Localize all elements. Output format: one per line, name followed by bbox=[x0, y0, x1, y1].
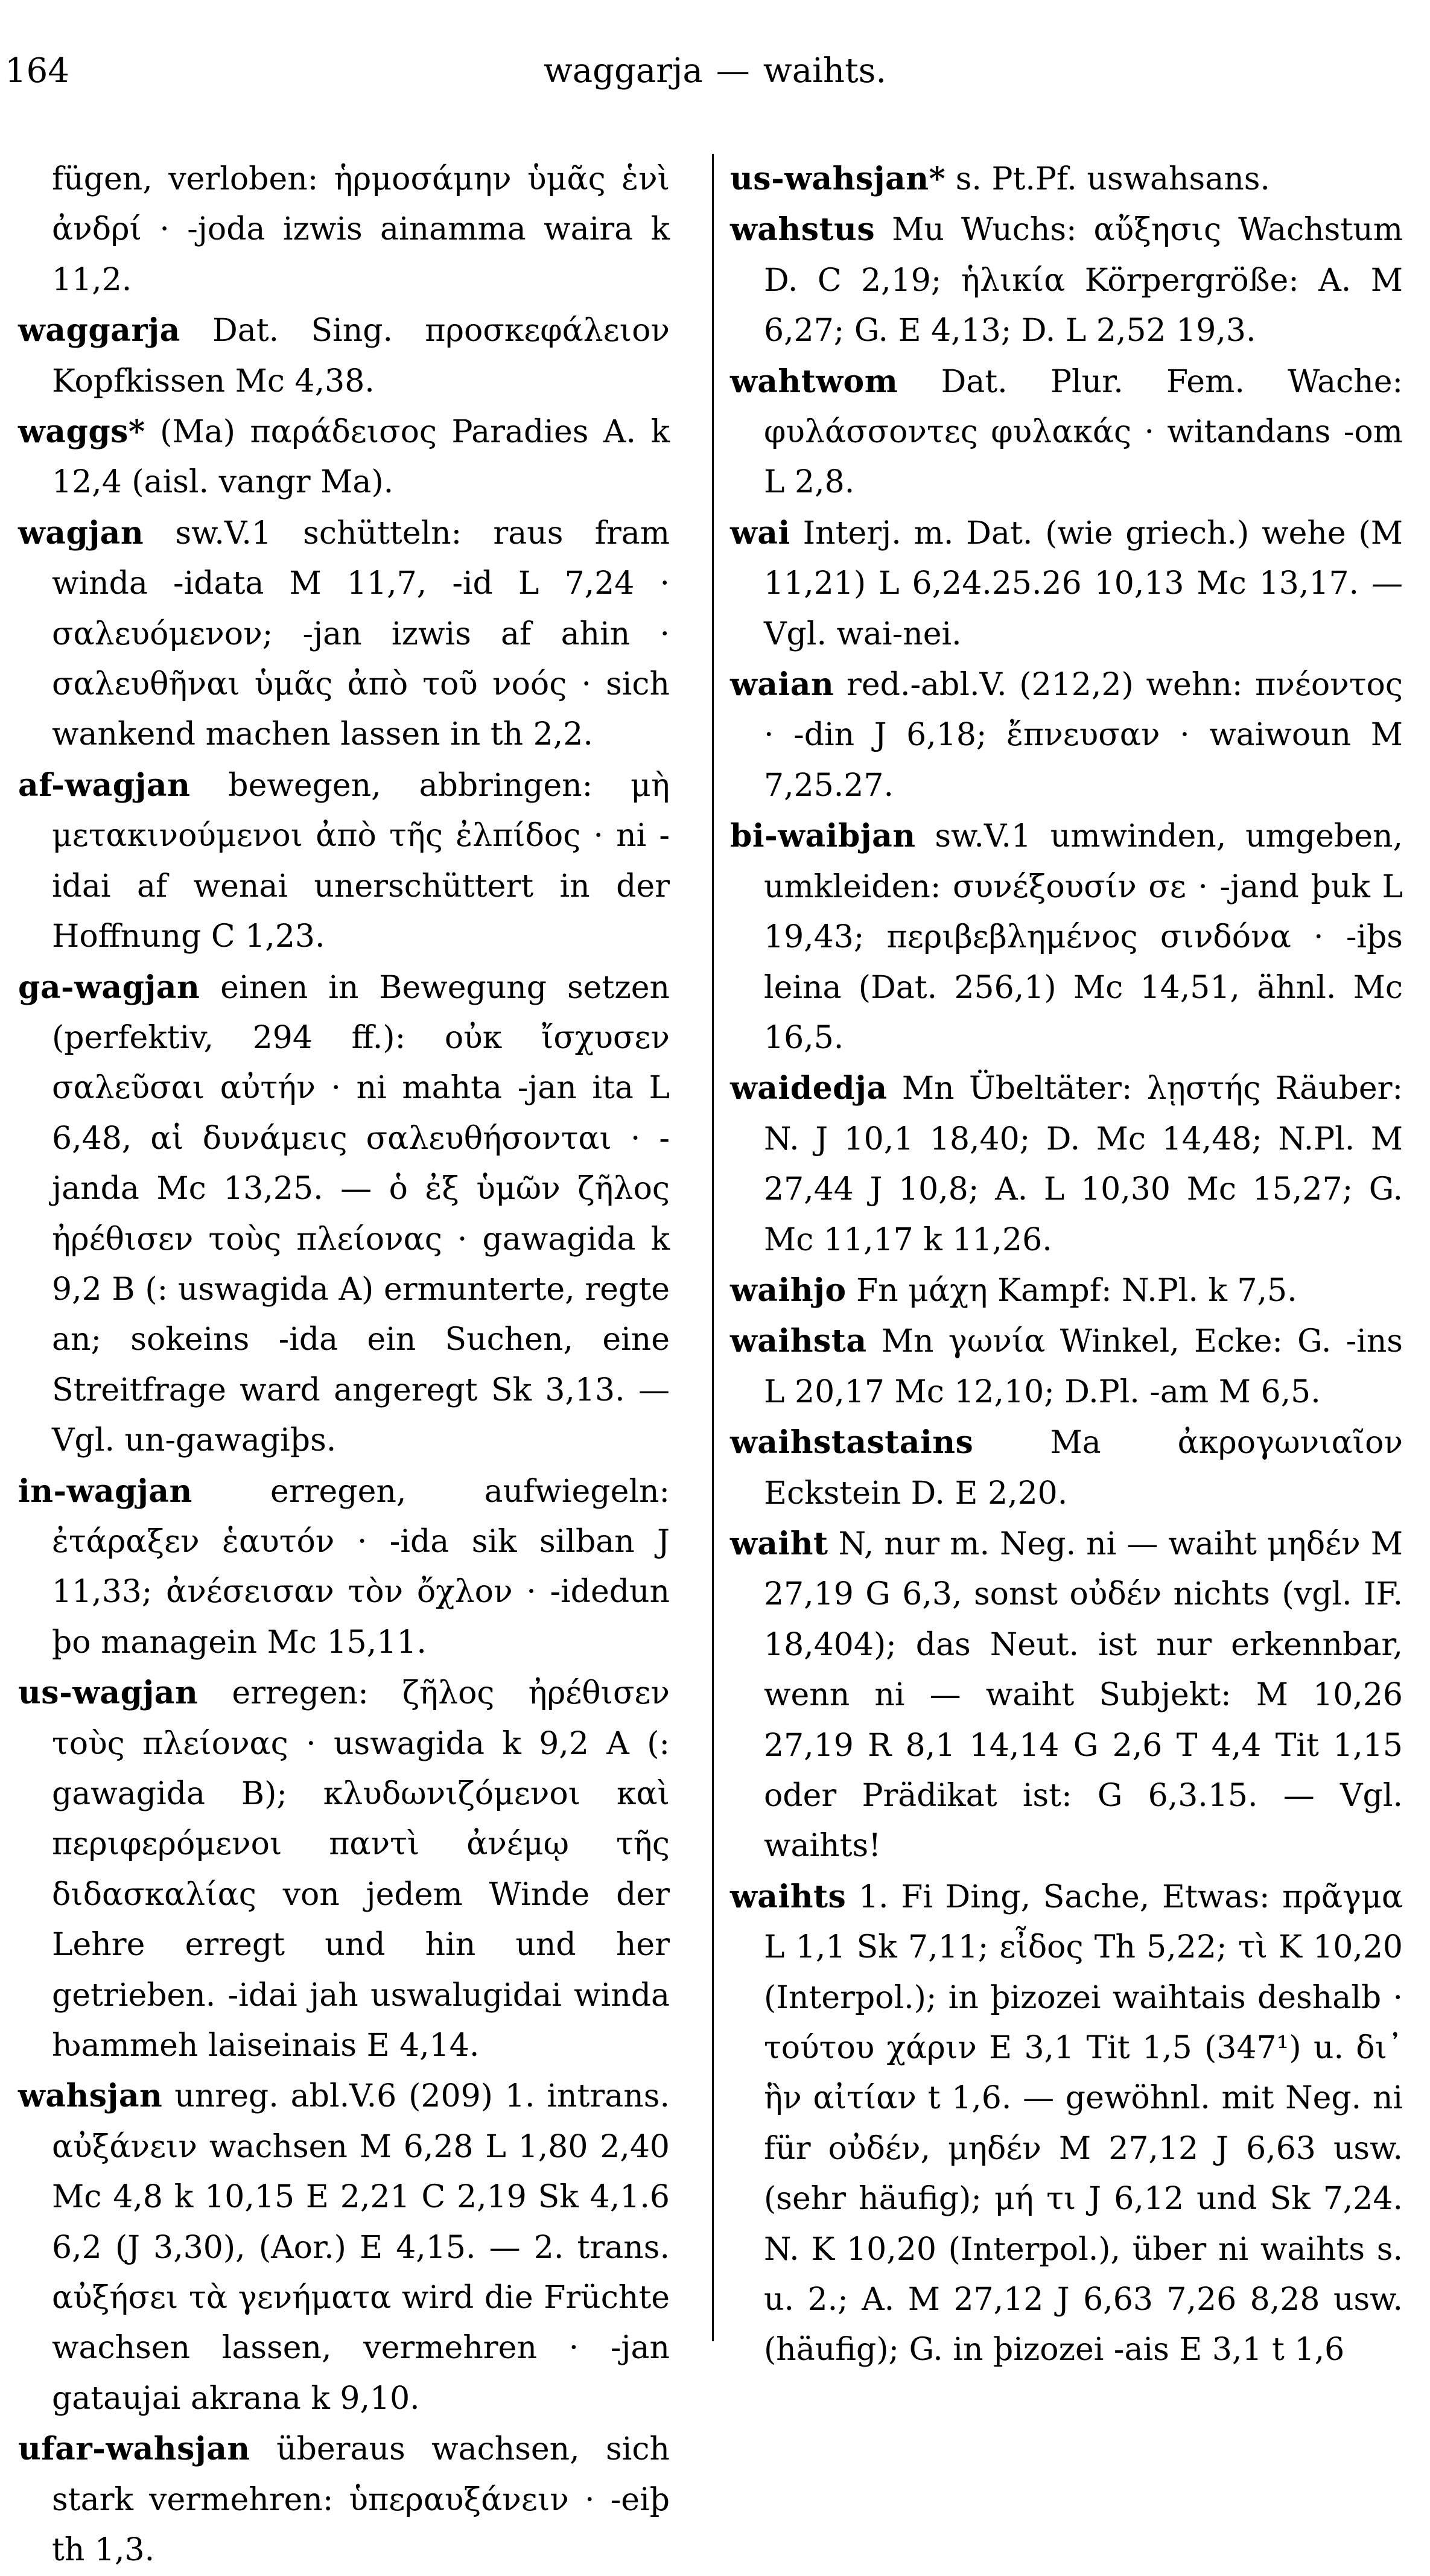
entry-body: Fn μάχη Kampf: N.Pl. k 7,5. bbox=[856, 1272, 1297, 1309]
entry-body: s. Pt.Pf. uswahsans. bbox=[955, 161, 1270, 197]
dictionary-entry bbox=[18, 1466, 670, 1668]
entry-body: (Ma) παράδεισος Paradies A. k 12,4 (aisl. vangr Ma). bbox=[52, 414, 670, 501]
dictionary-entry bbox=[730, 508, 1403, 660]
entry-body: N, nur m. Neg. ni — waiht μηδέν M 27,19 G 6,3, sonst οὐδέν nichts (vgl. IF. 18,404); das Neut. ist nur erkennbar, wenn ni — waiht Subjekt: M 10,26 27,19 R 8,1 14,14 G 2,6 T 4,4 Tit 1,15 oder Prädikat ist: G 6,3.15. — Vgl. waihts! bbox=[764, 1525, 1403, 1865]
entry-lemma: waihstastains bbox=[730, 1424, 974, 1461]
entry-lemma: wahstus bbox=[730, 211, 875, 249]
first-headword: waggarja bbox=[543, 51, 703, 91]
entry-lemma: wai bbox=[730, 514, 790, 552]
dictionary-entry bbox=[730, 205, 1403, 356]
entry-lemma: in-wagjan bbox=[18, 1472, 192, 1510]
entry-lemma: waggs* bbox=[18, 413, 145, 451]
dictionary-entry bbox=[730, 1265, 1403, 1316]
dictionary-entry bbox=[18, 407, 670, 508]
entry-body: Ma ἀκρογωνιαῖον Eckstein D. E 2,20. bbox=[764, 1425, 1403, 1512]
left-column bbox=[18, 154, 670, 2576]
entry-lemma: waihsta bbox=[730, 1323, 867, 1360]
dictionary-entry bbox=[730, 357, 1403, 508]
entry-lemma: af-wagjan bbox=[18, 766, 191, 804]
entry-body: Interj. m. Dat. (wie griech.) wehe (M 11,21) L 6,24.25.26 10,13 Mc 13,17. — Vgl. wai-nei. bbox=[764, 515, 1403, 652]
entry-body: red.-abl.V. (212,2) wehn: πνέοντος · -din J 6,18; ἔπνευσαν · waiwoun M 7,25.27. bbox=[764, 667, 1403, 804]
entry-lemma: wahsjan bbox=[18, 2078, 163, 2115]
dictionary-entry bbox=[18, 760, 670, 962]
running-head bbox=[0, 47, 1430, 95]
entry-body: unreg. abl.V.6 (209) 1. intrans. αὐξάνειν wachsen M 6,28 L 1,80 2,40 Mc 4,8 k 10,15 E 2,21 C 2,19 Sk 4,1.6 6,2 (J 3,30), (Aor.) E 4,15. — 2. trans. αὐξήσει τὰ γενήματα wird die Früchte wachsen lassen, vermehren · -jan gataujai akrana k 9,10. bbox=[52, 2078, 670, 2417]
entry-lemma: wahtwom bbox=[730, 363, 898, 400]
entry-body: erregen: ζῆλος ἠρέθισεν τοὺς πλείονας · uswagida k 9,2 A (: gawagida B); κλυδωνιζόμενοι καὶ περιφερόμενοι παντὶ ἀνέμῳ τῆς διδασκαλίας von jedem Winde der Lehre erregt und hin und her getrieben. -idai jah uswalugidai winda ƕammeh laiseinais E 4,14. bbox=[52, 1675, 670, 2064]
dictionary-entry bbox=[18, 962, 670, 1466]
dictionary-entry bbox=[18, 2424, 670, 2575]
entry-lemma: bi-waibjan bbox=[730, 818, 916, 855]
entry-body: Mn γωνία Winkel, Ecke: G. -ins L 20,17 Mc 12,10; D.Pl. -am M 6,5. bbox=[764, 1323, 1403, 1410]
entry-body: Mu Wuchs: αὔξησις Wachstum D. C 2,19; ἡλικία Körpergröße: A. M 6,27; G. E 4,13; D. L 2,52 19,3. bbox=[764, 212, 1403, 349]
dictionary-entry bbox=[18, 305, 670, 407]
entry-lemma: waian bbox=[730, 666, 834, 704]
dictionary-entry bbox=[730, 1063, 1403, 1265]
entry-body: einen in Bewegung setzen (perfektiv, 294 ff.): οὐκ ἴσχυσεν σαλεῦσαι αὐτήν · ni mahta -jan ita L 6,48, αἱ δυνάμεις σαλευθήσονται · -janda Mc 13,25. — ὁ ἐξ ὑμῶν ζῆλος ἠρέθισεν τοὺς πλείονας · gawagida k 9,2 B (: uswagida A) ermunterte, regte an; sokeins -ida ein Suchen, eine Streitfrage ward angeregt Sk 3,13. — Vgl. un-gawagiþs. bbox=[52, 969, 670, 1459]
entry-lemma: waggarja bbox=[18, 312, 180, 349]
dictionary-entry bbox=[730, 1519, 1403, 1872]
dictionary-entry bbox=[730, 154, 1403, 205]
dictionary-entry bbox=[730, 660, 1403, 811]
entry-body: sw.V.1 schütteln: raus fram winda -idata M 11,7, -id L 7,24 · σαλευόμενον; -jan izwis af ahin · σαλευθῆναι ὑμᾶς ἀπὸ τοῦ νοός · sich wankend machen lassen in th 2,2. bbox=[52, 515, 670, 753]
entry-body: erregen, aufwiegeln: ἐτάραξεν ἑαυτόν · -ida sik silban J 11,33; ἀνέσεισαν τὸν ὄχλον · -idedun þo managein Mc 15,11. bbox=[52, 1473, 670, 1661]
last-headword: waihts. bbox=[763, 51, 887, 91]
entry-body: überaus wachsen, sich stark vermehren: ὑπεραυξάνειν · -eiþ th 1,3. bbox=[52, 2431, 670, 2569]
entry-body: sw.V.1 umwinden, umgeben, umkleiden: συνέξουσίν σε · -jand þuk L 19,43; περιβεβλημένος σινδόνα · -iþs leina (Dat. 256,1) Mc 14,51, ähnl. Mc 16,5. bbox=[764, 818, 1403, 1056]
dictionary-entry bbox=[18, 2071, 670, 2424]
dictionary-entry bbox=[730, 811, 1403, 1063]
entry-lemma: us-wahsjan* bbox=[730, 161, 946, 197]
entry-body: Dat. Plur. Fem. Wache: φυλάσσοντες φυλακάς · witandans -om L 2,8. bbox=[764, 363, 1403, 501]
dictionary-entry bbox=[730, 1872, 1403, 2376]
page-number: 164 bbox=[5, 51, 69, 91]
entry-lemma: waidedja bbox=[730, 1070, 888, 1107]
dictionary-entry bbox=[18, 508, 670, 760]
dictionary-entry bbox=[18, 154, 670, 305]
page-header bbox=[0, 47, 1430, 95]
entry-body: 1. Fi Ding, Sache, Etwas: πρᾶγμα L 1,1 Sk 7,11; εἶδος Th 5,22; τὶ K 10,20 (Interpol.); in þizozei waihtais deshalb · τούτου χάριν E 3,1 Tit 1,5 (347¹) u. δι᾽ ἣν αἰτίαν t 1,6. — gewöhnl. mit Neg. ni für οὐδέν, μηδέν M 27,12 J 6,63 usw. (sehr häufig); μή τι J 6,12 und Sk 7,24. N. K 10,20 (Interpol.), über ni waihts s. u. 2.; A. M 27,12 J 6,63 7,26 8,28 usw. (häufig); G. in þizozei -ais E 3,1 t 1,6 bbox=[764, 1878, 1403, 2368]
entry-lemma: ufar-wahsjan bbox=[18, 2431, 250, 2468]
column-divider bbox=[712, 154, 714, 2341]
entry-lemma: waihjo bbox=[730, 1271, 847, 1309]
entry-body: Mn Übeltäter: λῃστής Räuber: N. J 10,1 18,40; D. Mc 14,48; N.Pl. M 27,44 J 10,8; A. L 10,30 Mc 15,27; G. Mc 11,17 k 11,26. bbox=[764, 1070, 1403, 1258]
entry-lemma: waiht bbox=[730, 1525, 828, 1562]
dictionary-entry bbox=[730, 1316, 1403, 1417]
entry-body: fügen, verloben: ἡρμοσάμην ὑμᾶς ἑνὶ ἀνδρί · -joda izwis ainamma waira k 11,2. bbox=[52, 161, 670, 298]
entry-lemma: ga-wagjan bbox=[18, 968, 200, 1006]
headword-separator: — bbox=[716, 51, 750, 91]
entry-lemma: waihts bbox=[730, 1878, 847, 1915]
entry-body: Dat. Sing. προσκεφάλειον Kopfkissen Mc 4,38. bbox=[52, 313, 670, 399]
dictionary-entry bbox=[18, 1668, 670, 2071]
right-column bbox=[730, 154, 1403, 2376]
dictionary-entry bbox=[730, 1417, 1403, 1519]
entry-body: bewegen, abbringen: μὴ μετακινούμενοι ἀπὸ τῆς ἐλπίδος · ni -idai af wenai unerschüttert in der Hoffnung C 1,23. bbox=[52, 767, 670, 955]
entry-lemma: us-wagjan bbox=[18, 1674, 199, 1712]
entry-lemma: wagjan bbox=[18, 514, 144, 552]
